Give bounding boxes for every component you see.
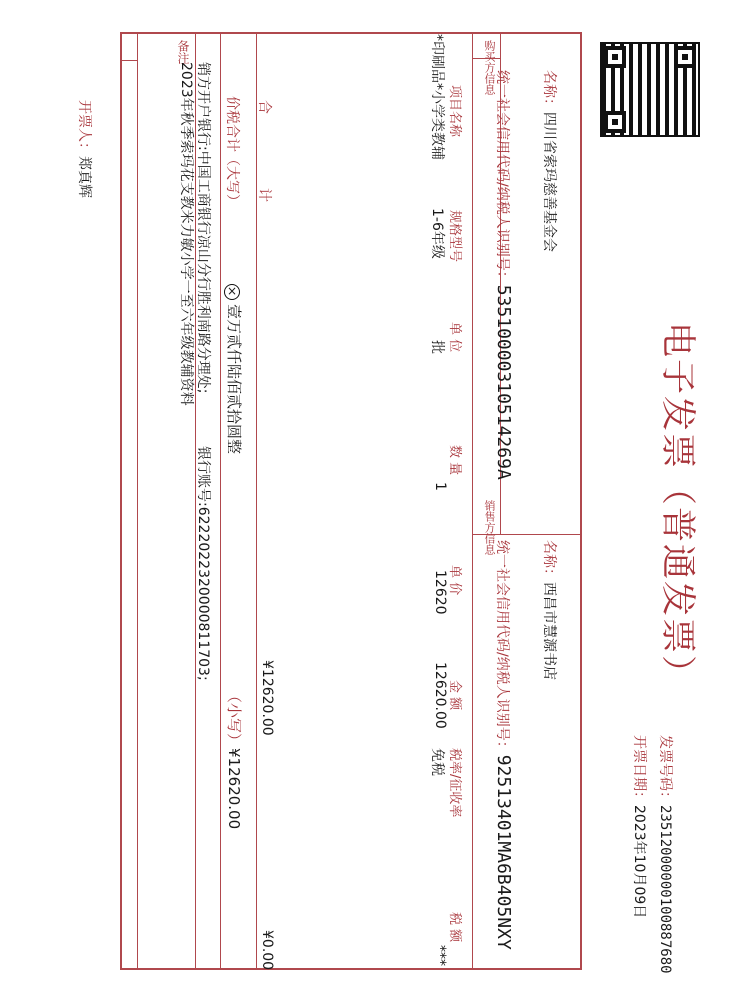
buyer-section-label: 购买方信息 <box>483 40 496 95</box>
grand-total-small <box>224 688 245 829</box>
invoice-title: 电子发票（普通发票） <box>657 322 697 693</box>
item-amount: 12620.00 <box>432 662 448 729</box>
seller-name-label: 名称： <box>541 540 557 582</box>
remarks-label: 备注 <box>176 40 190 64</box>
invoice-date <box>630 735 650 918</box>
item-price: 12620 <box>432 570 448 615</box>
issuer-name: 郑真辉 <box>76 156 92 198</box>
item-qty: 1 <box>432 482 448 491</box>
header-price: 单 价 <box>447 565 462 596</box>
remarks-line2: 2023年秋季索玛花支教米力敏小学一至六年级教辅资料 <box>178 62 194 406</box>
seller-taxid-label: 统一社会信用代码/纳税人识别号： <box>494 540 510 755</box>
grand-total-words <box>224 284 245 454</box>
grand-total-words-value: 壹万贰仟陆佰贰拾圆整 <box>225 304 243 455</box>
cross-circle-icon: × <box>224 284 240 300</box>
issuer-label: 开票人： <box>76 100 92 156</box>
total-label: 合 计 <box>256 100 272 210</box>
buyer-name-label: 名称： <box>541 70 557 112</box>
header-spec: 规格型号 <box>447 210 462 263</box>
seller-section-label: 销售方信息 <box>483 500 496 555</box>
item-tax: *** <box>432 945 448 966</box>
header-qty: 数 量 <box>447 445 462 476</box>
header-tax: 税 额 <box>447 912 462 943</box>
item-rate: 免税 <box>429 748 445 776</box>
remarks-line1: 销方开户银行:中国工商银行凉山分行胜利南路分理处; <box>195 62 211 394</box>
item-unit: 批 <box>429 340 445 354</box>
invoice-number-value: 23512000000100887680 <box>657 805 673 974</box>
small-label: （小写） <box>225 688 243 749</box>
seller-name <box>540 540 560 680</box>
item-spec: 1-6年级 <box>429 208 445 259</box>
buyer-name-value: 四川省索玛慈善基金会 <box>541 112 557 252</box>
seller-name-value: 西昌市慧源书店 <box>541 582 557 680</box>
invoice-date-label: 开票日期： <box>631 735 647 805</box>
buyer-taxid-value: 535100003105142​69A <box>493 284 514 480</box>
invoice-number-label: 发票号码： <box>657 735 673 805</box>
header-rate: 税率/征收率 <box>447 748 462 818</box>
qr-code <box>600 42 700 137</box>
total-tax: ¥0.00 <box>259 930 275 971</box>
grand-total-label: 价税合计（大写） <box>224 96 240 208</box>
small-value: ¥12620.00 <box>225 748 243 830</box>
header-item: 项目名称 <box>447 85 462 138</box>
buyer-name <box>540 70 560 252</box>
header-amount: 金 额 <box>447 680 462 711</box>
seller-taxid-value: 92513401MA6B405NXY <box>493 754 514 950</box>
issuer <box>75 100 95 198</box>
remarks-bank-account: 银行账号:6222022320000811703; <box>195 446 211 681</box>
buyer-taxid <box>493 70 514 480</box>
buyer-taxid-label: 统一社会信用代码/纳税人识别号： <box>494 70 510 285</box>
invoice-date-value: 2023年10月09日 <box>631 805 647 919</box>
invoice-number <box>656 735 676 974</box>
total-amount: ¥12620.00 <box>259 660 275 736</box>
item-name: *印刷品*小学类教辅 <box>429 34 445 160</box>
header-unit: 单 位 <box>447 322 462 353</box>
seller-taxid <box>493 540 514 950</box>
